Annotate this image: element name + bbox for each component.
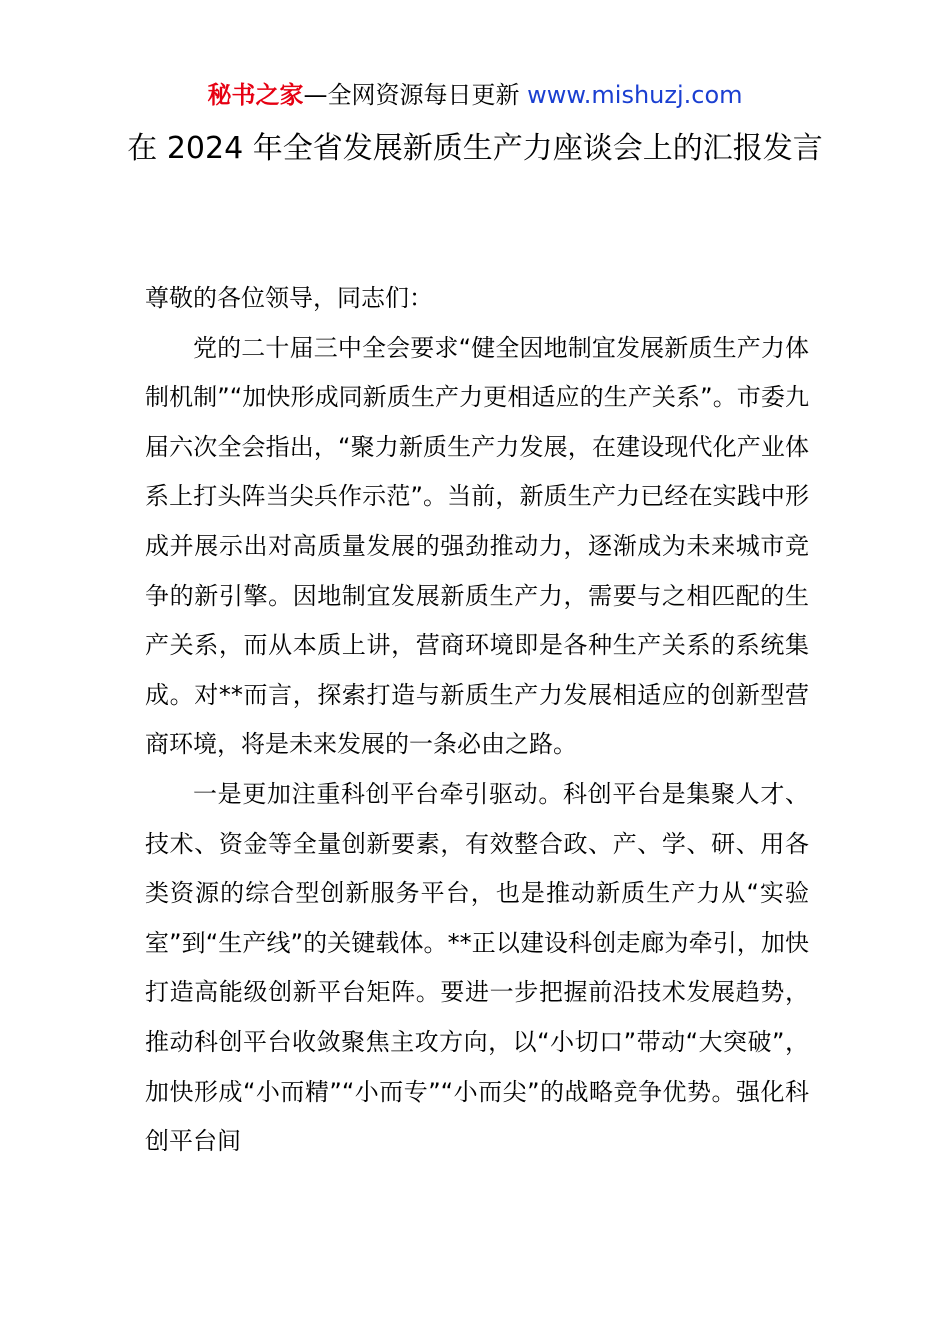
site-tagline: —全网资源每日更新 <box>303 81 528 109</box>
body-paragraph: 一是更加注重科创平台牵引驱动。科创平台是集聚人才、技术、资金等全量创新要素，有效整合政、产、学、研、用各类资源的综合型创新服务平台，也是推动新质生产力从“实验室”到“生产线”的关键载体。**正以建设科创走廊为牵引，加快打造高能级创新平台矩阵。要进一步把握前沿技术发展趋势，推动科创平台收敛聚焦主攻方向，以“小切口”带动“大突破”，加快形成“小而精”“小而专”“小而尖”的战略竞争优势。强化科创平台间 <box>145 779 809 1156</box>
site-header <box>0 78 950 112</box>
site-brand: 秘书之家 <box>207 81 304 109</box>
document-title: 在 2024 年全省发展新质生产力座谈会上的汇报发言 <box>127 131 823 166</box>
body-paragraph: 党的二十届三中全会要求“健全因地制宜发展新质生产力体制机制”“加快形成同新质生产力更相适应的生产关系”。市委九届六次全会指出，“聚力新质生产力发展，在建设现代化产业体系上打头阵当尖兵作示范”。当前，新质生产力已经在实践中形成并展示出对高质量发展的强劲推动力，逐渐成为未来城市竞争的新引擎。因地制宜发展新质生产力，需要与之相匹配的生产关系，而从本质上讲，营商环境即是各种生产关系的系统集成。对**而言，探索打造与新质生产力发展相适应的创新型营商环境，将是未来发展的一条必由之路。 <box>145 333 809 759</box>
document-body <box>145 274 809 1167</box>
site-url-link[interactable]: www.mishuzj.com <box>527 81 743 109</box>
salutation: 尊敬的各位领导，同志们： <box>145 284 433 312</box>
